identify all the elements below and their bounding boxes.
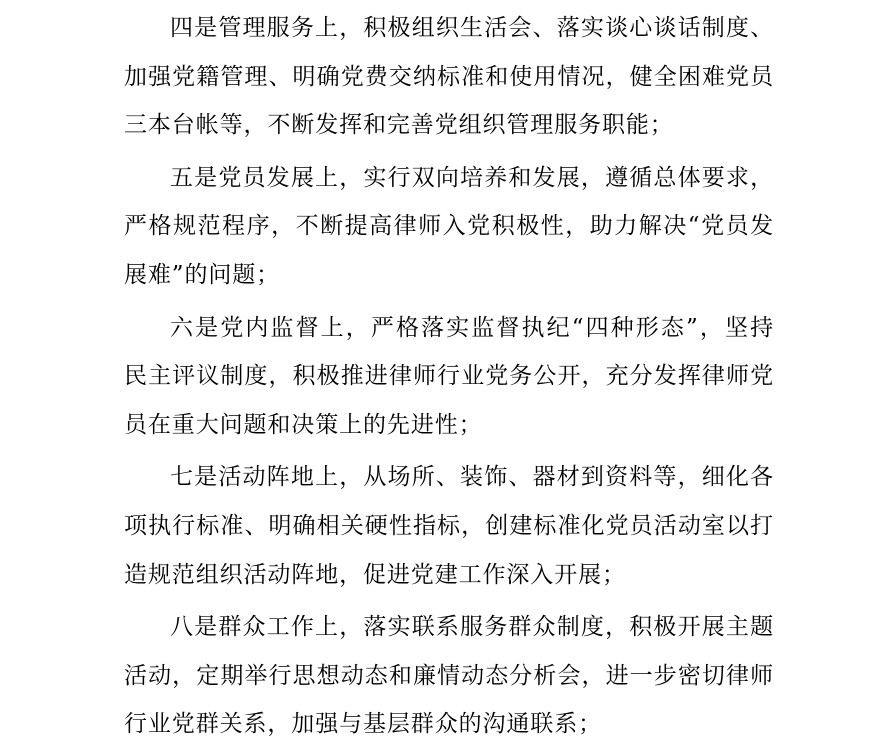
text-line: 加强党籍管理、明确党费交纳标准和使用情况，健全困难党员 [124,63,774,90]
document-body [124,0,774,749]
text-line: 六是党内监督上，严格落实监督执纪“四种形态”，坚持 [170,314,774,341]
text-line: 三本台帐等，不断发挥和完善党组织管理服务职能； [124,112,674,139]
text-line: 四是管理服务上，积极组织生活会、落实谈心谈话制度、 [170,15,774,41]
text-line: 行业党群关系，加强与基层群众的沟通联系； [124,711,602,738]
text-line: 五是党员发展上，实行双向培养和发展，遵循总体要求， [170,164,774,191]
paragraph-management-service [124,0,774,150]
text-line: 民主评议制度，积极推进律师行业党务公开，充分发挥律师党 [124,363,774,390]
text-line: 活动，定期举行思想动态和廉情动态分析会，进一步密切律师 [124,662,774,689]
paragraph-activity-venue [124,449,774,599]
text-line: 员在重大问题和决策上的先进性； [124,411,483,438]
text-line: 八是群众工作上，落实联系服务群众制度，积极开展主题 [170,614,774,641]
text-line: 七是活动阵地上，从场所、装饰、器材到资料等，细化各 [170,464,774,491]
text-line: 造规范组织活动阵地，促进党建工作深入开展； [124,561,626,588]
paragraph-member-development [124,150,774,300]
text-line: 项执行标准、明确相关硬性指标，创建标准化党员活动室以打 [124,512,774,539]
text-line: 严格规范程序，不断提高律师入党积极性，助力解决“党员发 [124,213,774,240]
paragraph-mass-work [124,599,774,749]
text-line: 展难”的问题； [124,261,281,288]
paragraph-internal-supervision [124,300,774,450]
